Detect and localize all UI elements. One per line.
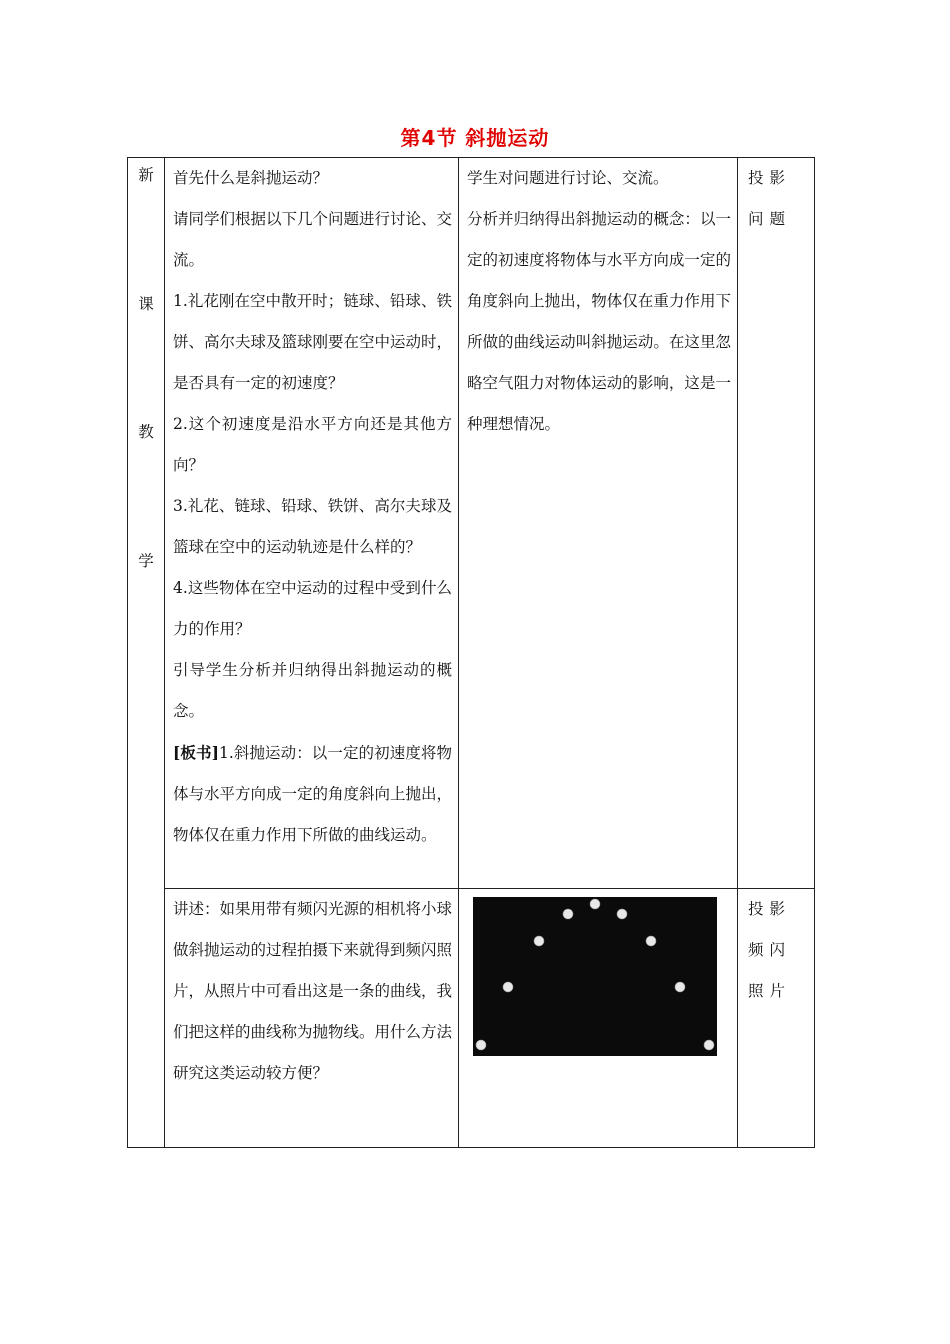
section-label-cell bbox=[128, 158, 165, 1148]
section-label-char: 新 bbox=[138, 166, 154, 184]
note-cell bbox=[738, 889, 815, 1148]
student-activity-cell bbox=[459, 158, 738, 889]
note-text: 投影频闪照片 bbox=[748, 900, 792, 1000]
teacher-paragraph: 讲述：如果用带有频闪光源的相机将小球做斜抛运动的过程拍摄下来就得到频闪照片，从照片中可看出这是一条的曲线，我们把这样的曲线称为抛物线。用什么方法研究这类运动较方便？ bbox=[173, 900, 453, 1082]
table-row bbox=[128, 889, 815, 1148]
student-paragraph: 分析并归纳得出斜抛运动的概念：以一定的初速度将物体与水平方向成一定的角度斜向上抛出，物体仅在重力作用下所做的曲线运动叫斜抛运动。在这里忽略空气阻力对物体运动的影响，这是一种理想情况。 bbox=[467, 210, 731, 433]
board-text: 1.斜抛运动：以一定的初速度将物体与水平方向成一定的角度斜向上抛出，物体仅在重力作用下所做的曲线运动。 bbox=[173, 744, 453, 844]
note-cell bbox=[738, 158, 815, 889]
teacher-paragraph: 2.这个初速度是沿水平方向还是其他方向？ bbox=[173, 415, 452, 474]
teacher-paragraph: 引导学生分析并归纳得出斜抛运动的概念。 bbox=[173, 661, 452, 720]
teacher-paragraph: 4.这些物体在空中运动的过程中受到什么力的作用？ bbox=[173, 579, 452, 638]
section-label-char: 教 bbox=[138, 423, 154, 442]
board-note bbox=[165, 732, 458, 856]
teacher-activity-cell bbox=[165, 889, 459, 1148]
section-label-char: 学 bbox=[138, 551, 154, 570]
teacher-paragraph: 1.礼花刚在空中散开时；链球、铅球、铁饼、高尔夫球及篮球刚要在空中运动时，是否具有一定的初速度？ bbox=[173, 292, 453, 392]
note-text: 投影问题 bbox=[748, 169, 792, 228]
board-tag: [板书] bbox=[173, 743, 219, 762]
page-title: 第4节 斜抛运动 bbox=[400, 126, 550, 150]
teacher-paragraph: 请同学们根据以下几个问题进行讨论、交流。 bbox=[173, 210, 453, 269]
student-paragraph: 学生对问题进行讨论、交流。 bbox=[467, 169, 669, 187]
lesson-table bbox=[127, 157, 815, 1148]
teacher-activity-cell bbox=[165, 158, 459, 889]
section-label-char: 课 bbox=[138, 294, 154, 313]
teacher-paragraph: 首先什么是斜抛运动？ bbox=[173, 169, 329, 187]
photo-cell bbox=[459, 889, 738, 1148]
teacher-paragraph: 3.礼花、链球、铅球、铁饼、高尔夫球及篮球在空中的运动轨迹是什么样的？ bbox=[173, 497, 452, 556]
table-row bbox=[128, 158, 815, 889]
strobe-photo-parabola-icon bbox=[473, 897, 717, 1056]
